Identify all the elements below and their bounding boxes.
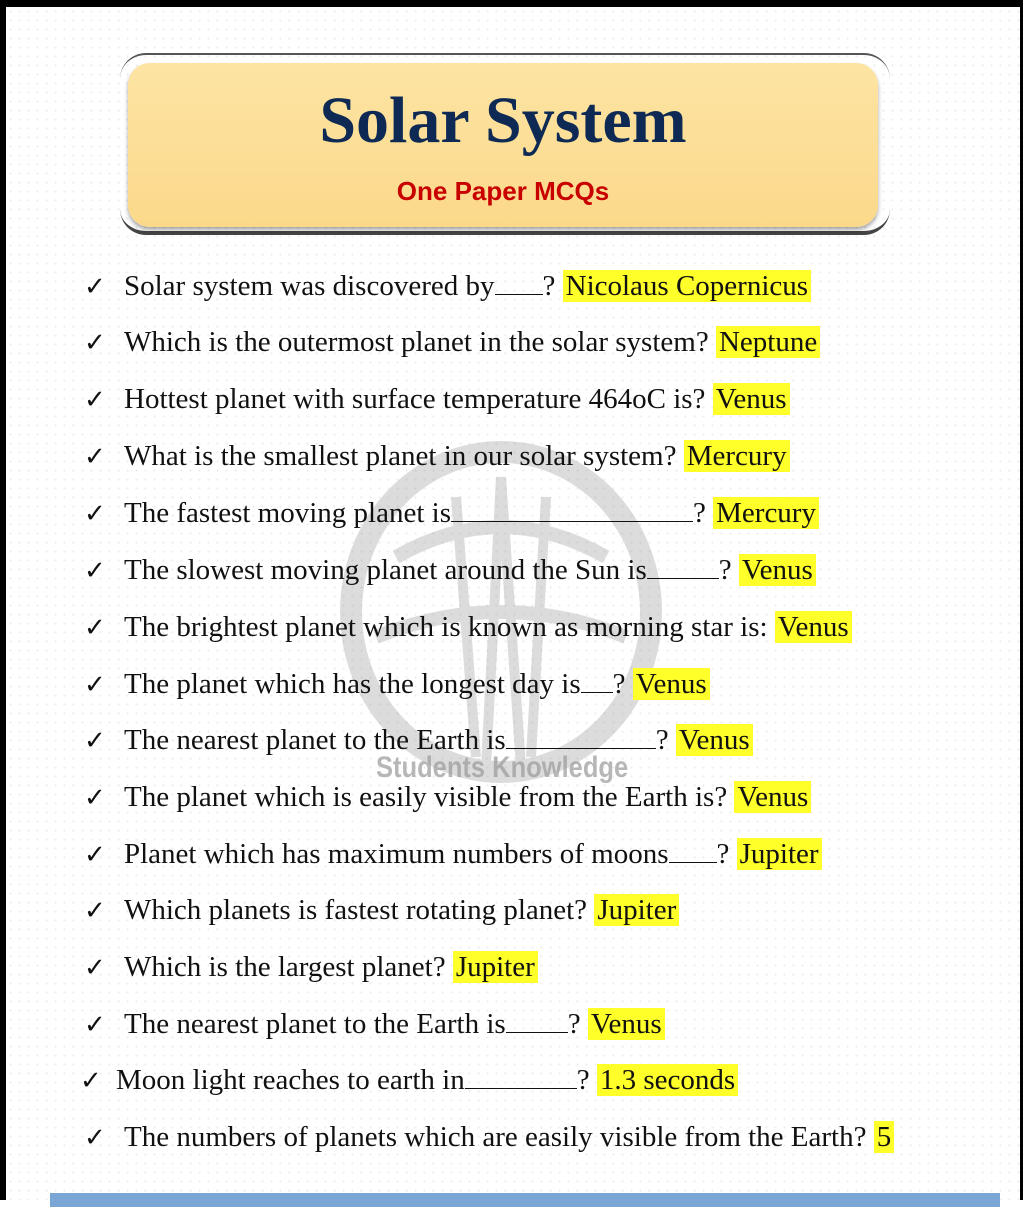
answer-blank <box>451 493 693 522</box>
check-mark-icon: ✓ <box>84 613 106 643</box>
list-item <box>84 834 822 874</box>
question-text: The fastest moving planet is <box>124 497 451 529</box>
answer-highlight: Nicolaus Copernicus <box>563 270 811 302</box>
list-item <box>84 947 538 987</box>
answer-highlight: Venus <box>713 383 790 415</box>
question-mark: ? <box>542 270 556 302</box>
question-text: Which planets is fastest rotating planet? <box>124 894 588 926</box>
answer-highlight: Mercury <box>684 440 790 472</box>
check-mark-icon: ✓ <box>84 328 106 358</box>
list-item <box>84 266 811 306</box>
question-text: Planet which has maximum numbers of moons <box>124 838 669 870</box>
list-item <box>84 720 753 760</box>
question-text: The slowest moving planet around the Sun is <box>124 554 647 586</box>
answer-blank <box>669 834 717 863</box>
answer-highlight: Jupiter <box>737 838 822 870</box>
list-item <box>84 550 816 590</box>
answer-blank <box>581 664 613 693</box>
question-text: The numbers of planets which are easily visible from the Earth? <box>124 1121 867 1153</box>
answer-blank <box>495 266 543 295</box>
header-banner <box>128 63 878 227</box>
check-mark-icon: ✓ <box>80 1066 102 1096</box>
answer-blank <box>506 1004 568 1033</box>
answer-highlight: Jupiter <box>594 894 679 926</box>
answer-highlight: Jupiter <box>453 951 538 983</box>
answer-highlight: Venus <box>633 668 710 700</box>
question-text: The nearest planet to the Earth is <box>124 1008 506 1040</box>
list-item <box>84 1117 894 1157</box>
answer-highlight: Neptune <box>716 326 820 358</box>
list-item <box>84 664 710 704</box>
list-item <box>84 1004 665 1044</box>
page-subtitle: One Paper MCQs <box>396 176 610 206</box>
check-mark-icon: ✓ <box>84 272 106 302</box>
list-item <box>84 322 820 362</box>
question-text: Solar system was discovered by <box>124 270 495 302</box>
question-mark: ? <box>716 838 730 870</box>
answer-highlight: 1.3 seconds <box>597 1064 738 1096</box>
answer-highlight: Venus <box>734 781 811 813</box>
list-item <box>84 607 852 647</box>
answer-highlight: Venus <box>588 1008 665 1040</box>
question-mark: ? <box>693 497 706 529</box>
question-text: Moon light reaches to earth in <box>116 1064 465 1096</box>
check-mark-icon: ✓ <box>84 783 106 813</box>
check-mark-icon: ✓ <box>84 442 106 472</box>
question-text: Which is the outermost planet in the solar system? <box>124 326 709 358</box>
bottom-bar <box>50 1193 1000 1207</box>
list-item <box>84 493 819 533</box>
check-mark-icon: ✓ <box>84 1123 106 1153</box>
question-text: The planet which has the longest day is <box>124 668 581 700</box>
check-mark-icon: ✓ <box>84 1010 106 1040</box>
list-item <box>84 436 790 476</box>
question-mark: ? <box>576 1064 590 1096</box>
check-mark-icon: ✓ <box>84 896 106 926</box>
check-mark-icon: ✓ <box>84 670 106 700</box>
question-mark: ? <box>655 724 669 756</box>
question-text: Which is the largest planet? <box>124 951 446 983</box>
list-item <box>84 777 811 817</box>
list-item <box>84 890 679 930</box>
question-mark: ? <box>612 668 626 700</box>
answer-blank <box>647 550 719 579</box>
answer-highlight: Venus <box>739 554 816 586</box>
answer-blank <box>465 1060 577 1089</box>
list-item <box>84 379 790 419</box>
page-title: Solar System <box>319 84 687 157</box>
answer-highlight: Venus <box>775 611 852 643</box>
answer-highlight: Mercury <box>713 497 819 529</box>
question-text: The brightest planet which is known as morning star is: <box>124 611 768 643</box>
check-mark-icon: ✓ <box>84 953 106 983</box>
answer-highlight: 5 <box>874 1121 895 1153</box>
answer-blank <box>506 720 656 749</box>
question-mark: ? <box>567 1008 581 1040</box>
question-text: What is the smallest planet in our solar system? <box>124 440 677 472</box>
question-mark: ? <box>718 554 732 586</box>
answer-highlight: Venus <box>676 724 753 756</box>
check-mark-icon: ✓ <box>84 840 106 870</box>
question-text: The nearest planet to the Earth is <box>124 724 506 756</box>
check-mark-icon: ✓ <box>84 556 106 586</box>
check-mark-icon: ✓ <box>84 726 106 756</box>
question-text: Hottest planet with surface temperature 464oC is? <box>124 383 706 415</box>
list-item <box>80 1060 738 1100</box>
check-mark-icon: ✓ <box>84 499 106 529</box>
question-text: The planet which is easily visible from the Earth is? <box>124 781 728 813</box>
watermark-text: Students Knowledge <box>376 751 629 784</box>
check-mark-icon: ✓ <box>84 385 106 415</box>
